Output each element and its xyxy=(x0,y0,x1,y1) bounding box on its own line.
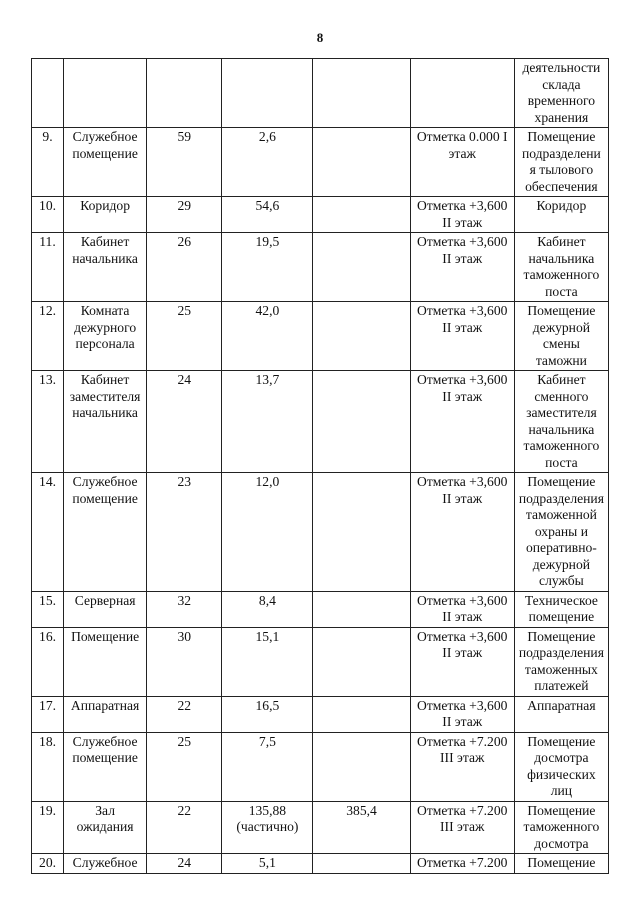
row-number: 12. xyxy=(39,303,57,318)
total-area-cell xyxy=(313,801,410,854)
floor-level: Отметка +3,600 II этаж xyxy=(417,474,508,506)
floor-level-cell xyxy=(410,732,514,801)
room-name-cell xyxy=(64,473,147,592)
room-index: 24 xyxy=(177,372,192,387)
room-area: 7,5 xyxy=(258,733,276,749)
floor-level: Отметка 0.000 I этаж xyxy=(416,129,508,161)
room-purpose-cell xyxy=(514,128,608,197)
room-name-cell xyxy=(64,854,147,874)
room-name-cell xyxy=(64,128,147,197)
row-number-cell xyxy=(32,473,64,592)
row-number: 13. xyxy=(39,372,57,387)
room-area-cell xyxy=(222,302,313,371)
room-index: 59 xyxy=(177,129,192,144)
row-number-cell xyxy=(32,302,64,371)
total-area-cell xyxy=(313,591,410,627)
room-index-cell xyxy=(147,801,222,854)
room-index-cell xyxy=(147,59,222,128)
room-name-cell xyxy=(64,696,147,732)
room-name: Зал ожидания xyxy=(76,802,134,834)
room-index: 22 xyxy=(177,802,192,818)
room-name-cell xyxy=(64,233,147,302)
room-index-cell xyxy=(147,732,222,801)
room-purpose: Кабинет начальника таможенного поста xyxy=(523,234,600,299)
room-area-cell xyxy=(222,801,313,854)
room-name-cell xyxy=(64,197,147,233)
room-name-cell xyxy=(64,801,147,854)
table-row xyxy=(32,801,609,854)
room-purpose: Помещение подразделения таможенной охраны и оперативно- дежурной службы xyxy=(518,474,604,588)
total-area-cell xyxy=(313,696,410,732)
room-area-cell xyxy=(222,128,313,197)
room-purpose: Аппаратная xyxy=(527,697,596,713)
room-index: 25 xyxy=(177,733,192,749)
room-area-cell xyxy=(222,591,313,627)
floor-level-cell xyxy=(410,128,514,197)
table-row xyxy=(32,627,609,696)
row-number-cell xyxy=(32,801,64,854)
room-index-cell xyxy=(147,854,222,874)
room-index-cell xyxy=(147,302,222,371)
room-index: 22 xyxy=(177,697,192,713)
room-name: Аппаратная xyxy=(70,697,140,713)
room-purpose-cell xyxy=(514,591,608,627)
floor-level: Отметка +3,600 II этаж xyxy=(417,372,508,404)
room-area: 42,0 xyxy=(255,303,280,318)
room-area-cell xyxy=(222,732,313,801)
room-area: 15,1 xyxy=(255,628,280,644)
row-number-cell xyxy=(32,591,64,627)
room-purpose-cell xyxy=(514,627,608,696)
floor-level: Отметка +7.200 III этаж xyxy=(417,733,508,765)
room-purpose: Помещение подразделени я тылового обеспечения xyxy=(521,129,601,194)
room-name-cell xyxy=(64,732,147,801)
room-purpose: Техническое помещение xyxy=(524,592,598,624)
room-area-cell xyxy=(222,59,313,128)
room-index-cell xyxy=(147,371,222,473)
floor-level-cell xyxy=(410,854,514,874)
row-number-cell xyxy=(32,59,64,128)
row-number-cell xyxy=(32,233,64,302)
total-area-cell xyxy=(313,128,410,197)
room-purpose: Помещение таможенного досмотра xyxy=(523,802,600,851)
room-purpose-cell xyxy=(514,696,608,732)
room-purpose-cell xyxy=(514,233,608,302)
room-purpose: деятельности склада временного хранения xyxy=(522,60,601,125)
row-number: 20. xyxy=(39,855,57,870)
table-body xyxy=(32,59,609,874)
table-row xyxy=(32,302,609,371)
row-number-cell xyxy=(32,696,64,732)
floor-level: Отметка +3,600 II этаж xyxy=(417,697,508,729)
room-area: 135,88 (частично) xyxy=(236,802,299,834)
floor-level-cell xyxy=(410,627,514,696)
room-purpose-cell xyxy=(514,473,608,592)
room-index-cell xyxy=(147,233,222,302)
room-area-cell xyxy=(222,197,313,233)
room-index: 25 xyxy=(177,303,192,318)
row-number: 19. xyxy=(39,802,57,818)
floor-level: Отметка +3,600 II этаж xyxy=(417,198,508,230)
room-index: 24 xyxy=(177,855,192,870)
room-index: 26 xyxy=(177,234,192,249)
row-number: 17. xyxy=(39,697,57,713)
floor-level: Отметка +3,600 II этаж xyxy=(417,628,508,660)
floor-level-cell xyxy=(410,371,514,473)
total-area-cell xyxy=(313,627,410,696)
room-name: Служебное помещение xyxy=(72,733,138,765)
room-index-cell xyxy=(147,696,222,732)
room-area-cell xyxy=(222,696,313,732)
room-purpose-cell xyxy=(514,197,608,233)
table-row xyxy=(32,591,609,627)
room-index: 29 xyxy=(177,198,192,213)
room-purpose: Помещение подразделения таможенных платежей xyxy=(518,628,604,693)
table-row xyxy=(32,732,609,801)
room-purpose: Помещение досмотра физических лиц xyxy=(527,733,596,798)
room-name: Служебное xyxy=(72,855,138,870)
floor-level: Отметка +7.200 xyxy=(417,855,508,870)
table-row xyxy=(32,473,609,592)
row-number-cell xyxy=(32,854,64,874)
floor-level-cell xyxy=(410,59,514,128)
total-area-cell xyxy=(313,473,410,592)
row-number: 9. xyxy=(42,129,53,144)
total-area-cell xyxy=(313,854,410,874)
room-name-cell xyxy=(64,591,147,627)
floor-level: Отметка +3,600 II этаж xyxy=(417,592,508,624)
room-purpose-cell xyxy=(514,801,608,854)
floor-level-cell xyxy=(410,197,514,233)
total-area-cell xyxy=(313,302,410,371)
page-number: 8 xyxy=(316,30,324,45)
room-area: 5,1 xyxy=(258,855,276,870)
row-number: 14. xyxy=(39,474,57,489)
room-area-cell xyxy=(222,371,313,473)
total-area-cell xyxy=(313,371,410,473)
row-number-cell xyxy=(32,371,64,473)
room-purpose: Помещение дежурной смены таможни xyxy=(527,303,596,368)
total-area-cell xyxy=(313,732,410,801)
room-name: Кабинет начальника xyxy=(72,234,138,266)
floor-level: Отметка +3,600 II этаж xyxy=(417,303,508,335)
row-number-cell xyxy=(32,197,64,233)
total-area-cell xyxy=(313,59,410,128)
room-index-cell xyxy=(147,473,222,592)
room-index-cell xyxy=(147,197,222,233)
room-index: 23 xyxy=(177,474,192,489)
room-area: 19,5 xyxy=(255,234,280,249)
table-row xyxy=(32,128,609,197)
room-purpose: Коридор xyxy=(536,198,587,213)
room-index-cell xyxy=(147,627,222,696)
table-row xyxy=(32,371,609,473)
room-index: 30 xyxy=(177,628,192,644)
room-name-cell xyxy=(64,371,147,473)
table-row xyxy=(32,59,609,128)
room-name: Служебное помещение xyxy=(72,474,138,506)
room-purpose-cell xyxy=(514,302,608,371)
room-name: Комната дежурного персонала xyxy=(74,303,137,351)
room-area: 54,6 xyxy=(255,198,280,213)
room-area-cell xyxy=(222,233,313,302)
room-name-cell xyxy=(64,302,147,371)
floor-level: Отметка +3,600 II этаж xyxy=(417,234,508,266)
table-row xyxy=(32,233,609,302)
room-purpose-cell xyxy=(514,732,608,801)
room-area: 16,5 xyxy=(255,697,280,713)
room-name: Кабинет заместителя начальника xyxy=(69,372,141,420)
room-index-cell xyxy=(147,591,222,627)
total-area-cell xyxy=(313,233,410,302)
room-area: 12,0 xyxy=(255,474,280,489)
room-area-cell xyxy=(222,854,313,874)
row-number: 16. xyxy=(39,628,57,644)
room-name-cell xyxy=(64,627,147,696)
table-row xyxy=(32,197,609,233)
table-row xyxy=(32,696,609,732)
room-purpose: Помещение xyxy=(527,855,596,870)
floor-level-cell xyxy=(410,801,514,854)
row-number: 10. xyxy=(39,198,57,213)
room-area: 8,4 xyxy=(258,592,276,608)
room-area-cell xyxy=(222,473,313,592)
room-name-cell xyxy=(64,59,147,128)
table-row xyxy=(32,854,609,874)
row-number: 15. xyxy=(39,592,57,608)
row-number: 11. xyxy=(39,234,56,249)
row-number-cell xyxy=(32,627,64,696)
room-area-cell xyxy=(222,627,313,696)
room-purpose-cell xyxy=(514,854,608,874)
floor-level-cell xyxy=(410,302,514,371)
room-name: Служебное помещение xyxy=(72,129,138,161)
floor-level: Отметка +7.200 III этаж xyxy=(417,802,508,834)
room-name: Помещение xyxy=(71,628,140,644)
floor-level-cell xyxy=(410,696,514,732)
rooms-table xyxy=(31,58,609,874)
room-name: Коридор xyxy=(80,198,130,213)
row-number: 18. xyxy=(39,733,57,749)
total-area: 385,4 xyxy=(346,802,377,818)
room-area: 13,7 xyxy=(255,372,280,387)
row-number-cell xyxy=(32,128,64,197)
room-index-cell xyxy=(147,128,222,197)
room-purpose-cell xyxy=(514,59,608,128)
floor-level-cell xyxy=(410,591,514,627)
room-index: 32 xyxy=(177,592,192,608)
total-area-cell xyxy=(313,197,410,233)
room-purpose: Кабинет сменного заместителя начальника таможенного поста xyxy=(523,372,600,470)
row-number-cell xyxy=(32,732,64,801)
room-purpose-cell xyxy=(514,371,608,473)
room-name: Серверная xyxy=(74,592,136,608)
floor-level-cell xyxy=(410,233,514,302)
room-area: 2,6 xyxy=(258,129,276,144)
floor-level-cell xyxy=(410,473,514,592)
